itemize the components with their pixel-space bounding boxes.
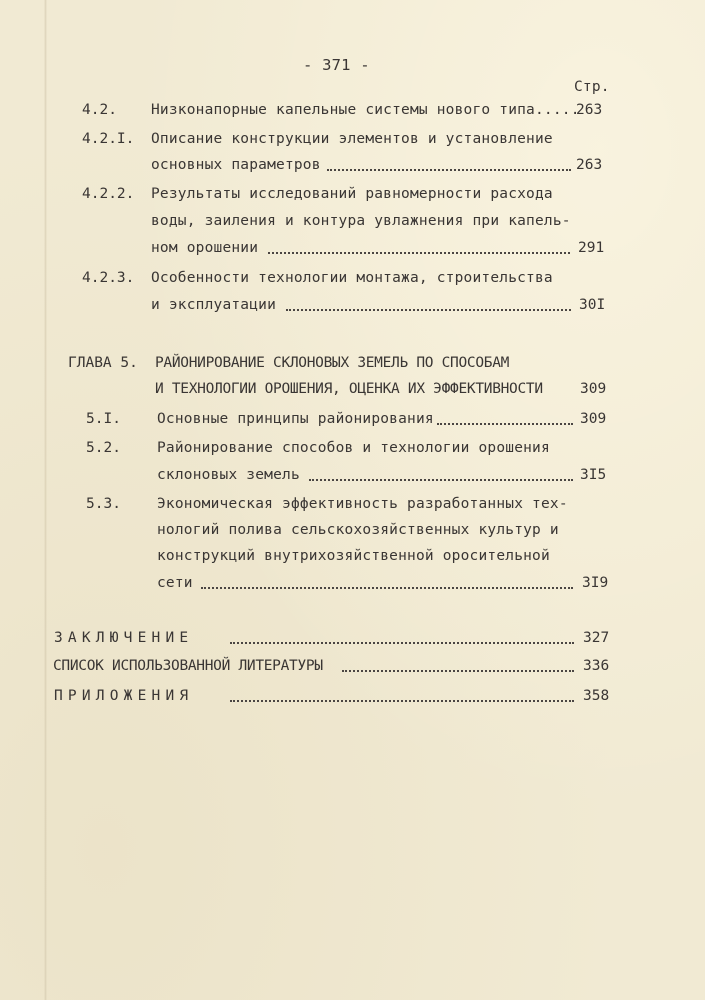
toc-entry-title-line: Низконапорные капельные системы нового типа..... [151, 102, 580, 118]
toc-entry-number: 5.3. [86, 496, 121, 512]
dot-leader [201, 585, 573, 589]
page-number: - 371 - [303, 56, 370, 74]
chapter-page: 309 [580, 381, 607, 397]
toc-entry-number: 4.2.I. [82, 131, 135, 147]
dot-leader [286, 307, 571, 311]
toc-entry-title-line: и эксплуатации [151, 297, 277, 313]
toc-entry-title-line: Районирование способов и технологии орошения [157, 440, 550, 456]
toc-entry-page: 30I [579, 297, 606, 313]
dot-leader [327, 167, 571, 171]
toc-entry-title-line: нологий полива сельскохозяйственных культур и [157, 522, 559, 538]
page-column-header: Стр. [574, 79, 610, 95]
toc-entry-title-line: Основные принципы районирования [157, 411, 434, 427]
page-fold-shadow [44, 0, 47, 1000]
dot-leader [230, 640, 574, 644]
toc-entry-page: 309 [580, 411, 607, 427]
toc-entry-title-line: Описание конструкции элементов и установление [151, 131, 553, 147]
toc-entry-title-line: Экономическая эффективность разработанных тех- [157, 496, 568, 512]
toc-entry-page: 263 [576, 102, 603, 118]
chapter-number: ГЛАВА 5. [68, 355, 138, 371]
back-matter-appendices: ПРИЛОЖЕНИЯ [54, 688, 194, 704]
toc-entry-title-line: ном орошении [151, 240, 259, 256]
toc-entry-number: 5.2. [86, 440, 121, 456]
back-matter-references: СПИСОК ИСПОЛЬЗОВАННОЙ ЛИТЕРАТУРЫ [53, 658, 323, 674]
toc-entry-title-line: Результаты исследований равномерности расхода [151, 186, 553, 202]
back-matter-conclusion: ЗАКЛЮЧЕНИЕ [54, 630, 194, 646]
chapter-title-line: И ТЕХНОЛОГИИ ОРОШЕНИЯ, ОЦЕНКА ИХ ЭФФЕКТИВНОСТИ [155, 381, 543, 397]
chapter-title-line: РАЙОНИРОВАНИЕ СКЛОНОВЫХ ЗЕМЕЛЬ ПО СПОСОБАМ [155, 355, 510, 371]
toc-entry-page: 3I5 [580, 467, 607, 483]
toc-entry-number: 4.2.3. [82, 270, 135, 286]
toc-entry-page: 327 [583, 630, 610, 646]
toc-entry-page: 3I9 [582, 575, 609, 591]
toc-entry-title-line: сети [157, 575, 193, 591]
toc-entry-page: 336 [583, 658, 610, 674]
toc-entry-page: 358 [583, 688, 610, 704]
toc-entry-number: 5.I. [86, 411, 121, 427]
dot-leader [437, 421, 573, 425]
toc-entry-title-line: Особенности технологии монтажа, строительства [151, 270, 553, 286]
dot-leader [342, 668, 574, 672]
toc-entry-title-line: основных параметров [151, 157, 321, 173]
toc-entry-number: 4.2. [82, 102, 117, 118]
toc-entry-number: 4.2.2. [82, 186, 135, 202]
dot-leader [268, 250, 570, 254]
toc-entry-page: 263 [576, 157, 603, 173]
toc-entry-title-line: склоновых земель [157, 467, 300, 483]
dot-leader [230, 698, 574, 702]
toc-entry-title-line: воды, заиления и контура увлажнения при капель- [151, 213, 571, 229]
toc-entry-title-line: конструкций внутрихозяйственной оросительной [157, 548, 550, 564]
toc-entry-page: 291 [578, 240, 605, 256]
dot-leader [309, 477, 573, 481]
